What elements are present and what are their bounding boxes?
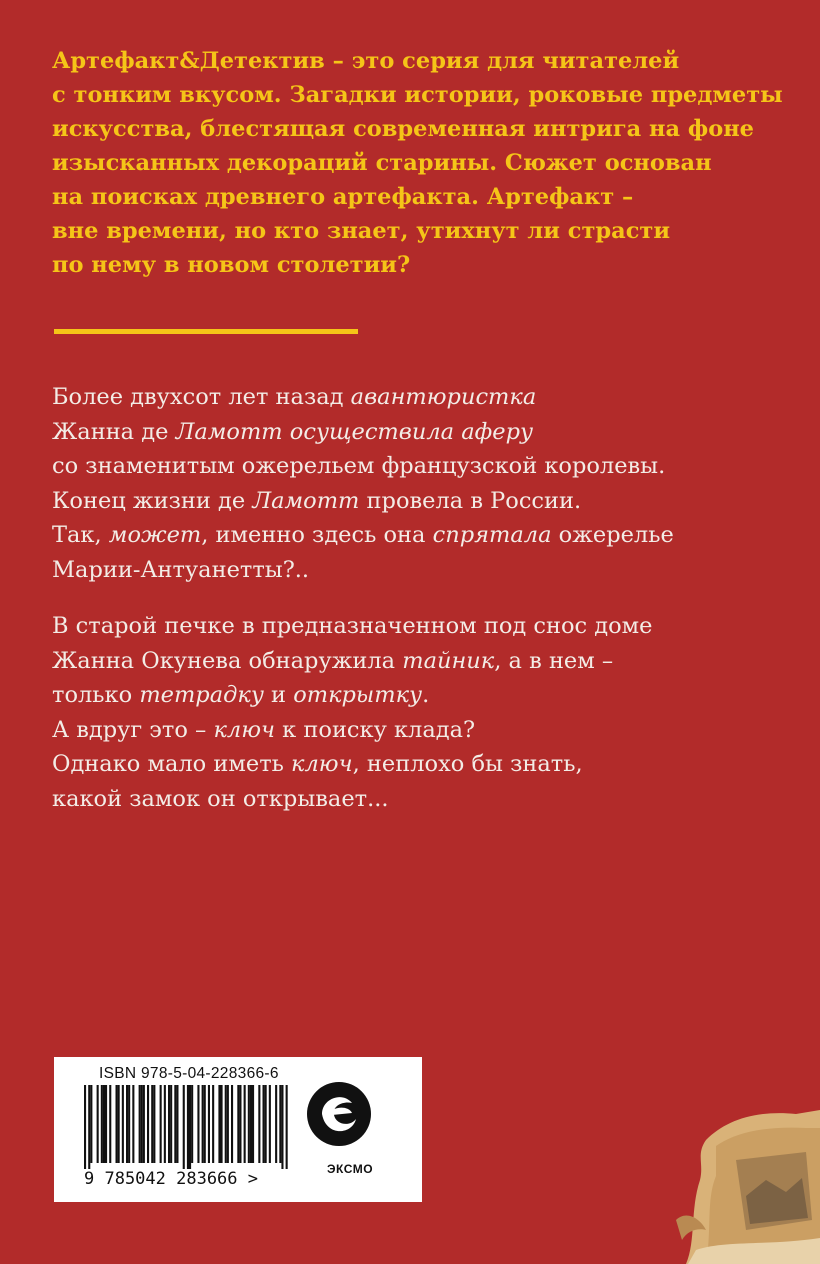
series-line: по нему в новом столетии? — [52, 252, 411, 278]
publisher-name: ЭКСМО — [327, 1162, 374, 1176]
series-line: на поисках древнего артефакта. Артефакт – — [52, 184, 634, 210]
parchment-scroll-icon — [676, 1100, 820, 1264]
synopsis-line: Марии-Антуанетты?.. — [52, 556, 310, 583]
synopsis-line: Более двухсот лет назад авантюристка — [52, 384, 537, 410]
synopsis-line: Так, может, именно здесь она спрятала ожерелье — [52, 522, 674, 548]
synopsis-line: В старой печке в предназначенном под снос доме — [52, 613, 653, 639]
barcode-digits: 9 785042 283666 > — [84, 1169, 258, 1189]
synopsis-paragraph-1 — [52, 380, 792, 587]
synopsis-line: Жанна де Ламотт осуществила аферу — [52, 418, 534, 445]
eksmo-logo-icon — [304, 1079, 374, 1161]
barcode-icon — [84, 1085, 294, 1169]
synopsis-line: Жанна Окунева обнаружила тайник, а в нем – — [52, 647, 614, 674]
synopsis-paragraph-2 — [52, 609, 792, 816]
synopsis-line: со знаменитым ожерельем французской королевы. — [52, 453, 666, 479]
series-description — [52, 44, 792, 282]
series-line: вне времени, но кто знает, утихнут ли страсти — [52, 218, 671, 244]
synopsis-line: Конец жизни де Ламотт провела в России. — [52, 487, 582, 514]
series-line: искусства, блестящая современная интрига на фоне — [52, 116, 754, 142]
synopsis-line: какой замок он открывает... — [52, 785, 389, 812]
series-line: изысканных декораций старины. Сюжет основан — [52, 150, 712, 176]
series-line: с тонким вкусом. Загадки истории, роковые предметы — [52, 82, 783, 108]
yellow-divider — [54, 329, 358, 334]
synopsis-line: только тетрадку и открытку. — [52, 682, 430, 708]
series-line: Артефакт&Детектив – это серия для читателей — [52, 48, 680, 74]
synopsis-line: Однако мало иметь ключ, неплохо бы знать, — [52, 751, 583, 777]
isbn-label: ISBN 978-5-04-228366-6 — [99, 1065, 279, 1082]
isbn-barcode-panel — [54, 1057, 422, 1202]
synopsis-line: А вдруг это – ключ к поиску клада? — [52, 716, 476, 743]
